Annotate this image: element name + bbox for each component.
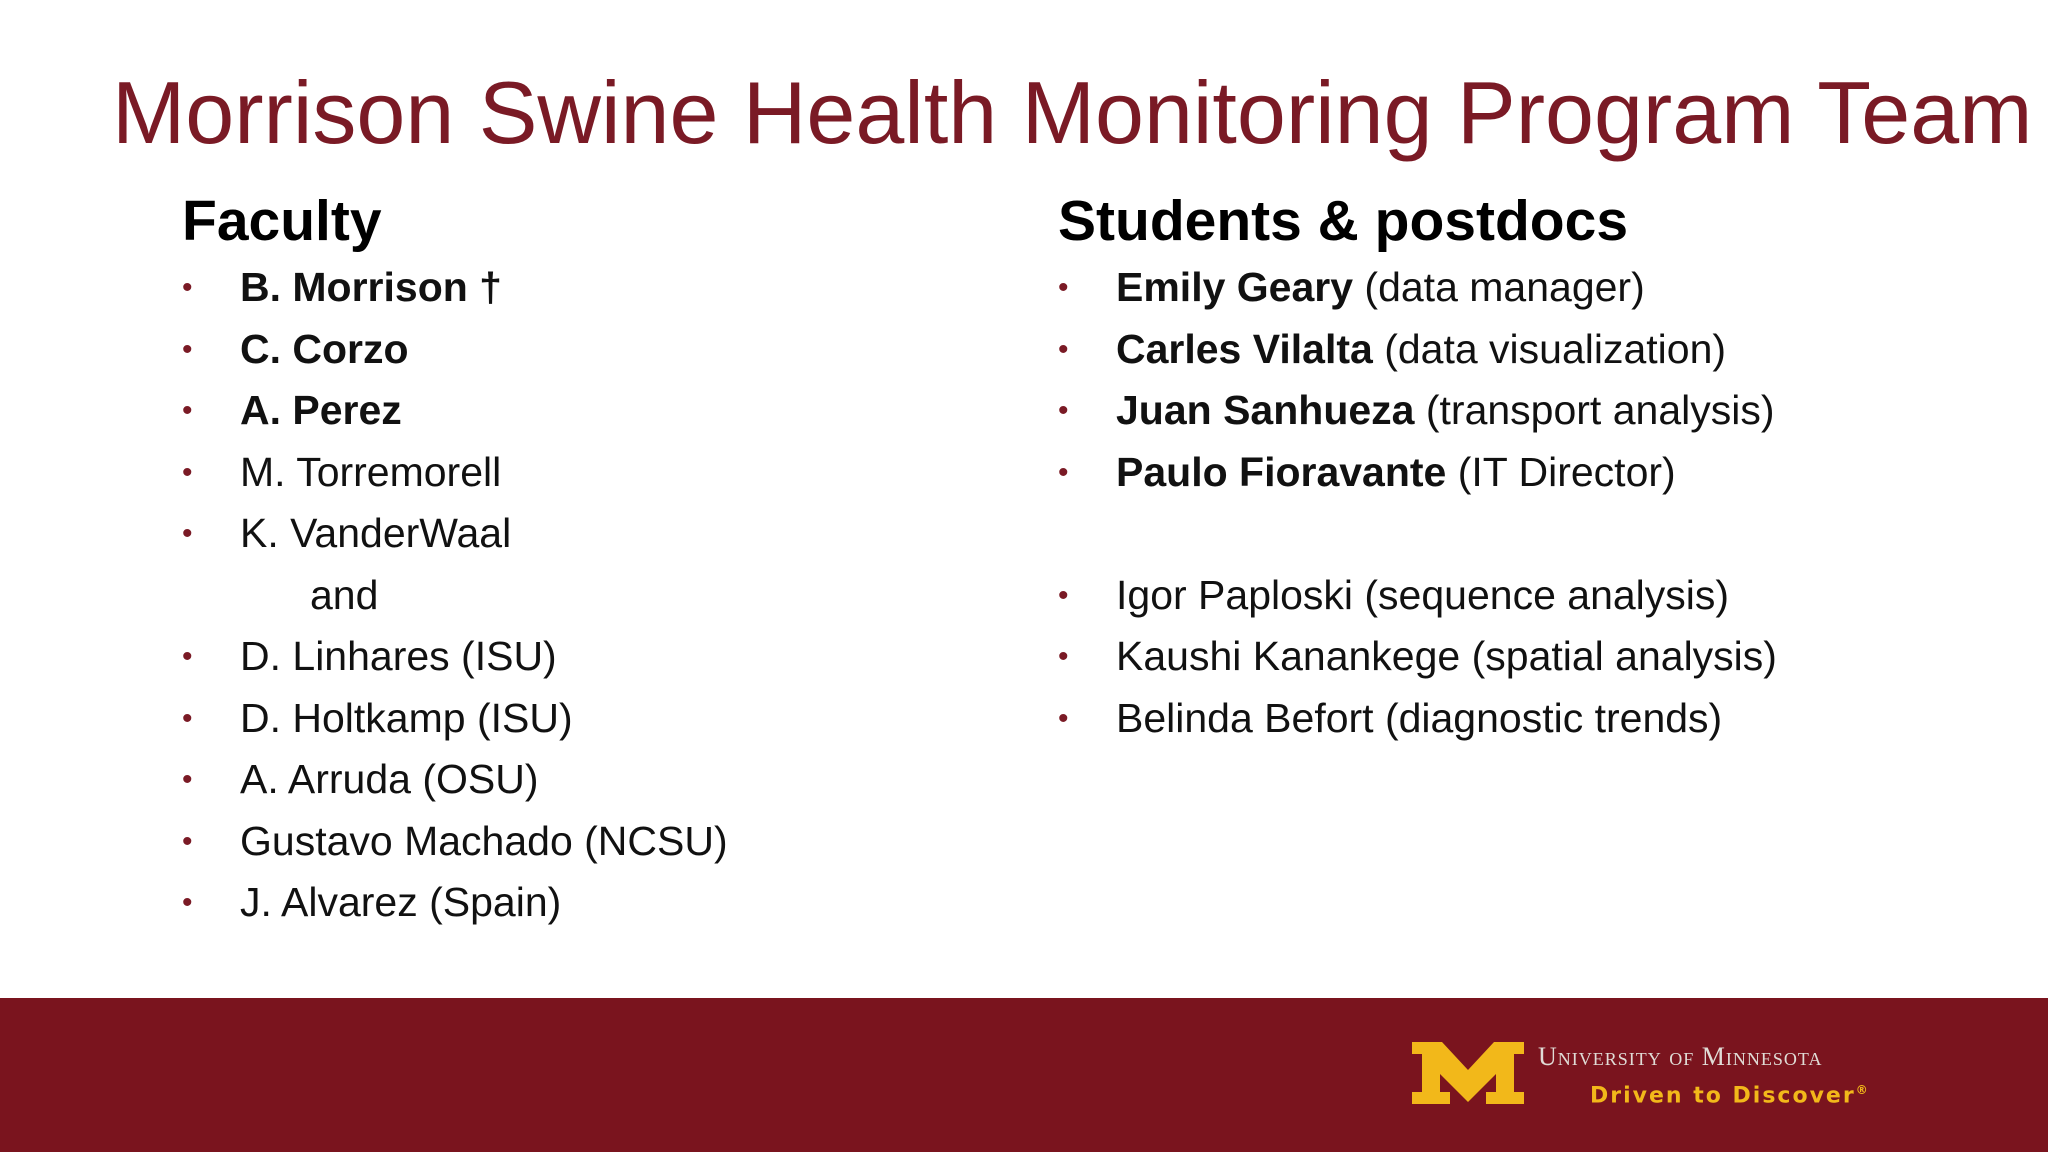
faculty-heading: Faculty [182,189,382,253]
student-item: • Juan Sanhueza (transport analysis) [1058,380,2008,442]
bullet-icon: • [1058,332,1069,366]
bullet-icon: • [182,886,193,919]
faculty-item: • J. Alvarez (Spain) [182,872,1002,934]
faculty-item: • C. Corzo [182,319,1002,381]
students-heading: Students & postdocs [1058,189,1629,253]
faculty-item: • B. Morrison † [182,257,1002,319]
university-name: University of Minnesota [1538,1042,1823,1071]
student-item: • Igor Paploski (sequence analysis) [1058,565,2008,627]
list-spacer [1058,503,2008,565]
university-m-logo-icon [1408,1040,1528,1106]
bullet-icon: • [182,394,193,427]
bullet-icon: • [1058,394,1069,427]
bullet-icon: • [1058,578,1069,612]
brand-tagline: Driven to Discover® [1590,1083,1870,1109]
student-item: • Belinda Befort (diagnostic trends) [1058,688,2008,750]
faculty-column [182,185,1002,934]
student-item: • Emily Geary (data manager) [1058,257,2008,319]
faculty-item: • K. VanderWaal [182,503,1002,565]
registered-mark: ® [1855,1083,1870,1097]
faculty-item: • D. Linhares (ISU) [182,626,1002,688]
university-brand [1538,1040,1998,1112]
bullet-icon: • [1058,640,1069,673]
student-item: • Paulo Fioravante (IT Director) [1058,442,2008,504]
student-item: • Carles Vilalta (data visualization) [1058,319,2008,381]
students-column [1058,185,2008,749]
bullet-icon: • [182,824,193,858]
students-list [1058,257,2008,749]
bullet-icon: • [182,763,193,796]
bullet-icon: • [1058,701,1069,735]
faculty-item: • A. Perez [182,380,1002,442]
bullet-icon: • [182,332,193,366]
faculty-connector: and [310,571,379,618]
bullet-icon: • [182,517,193,550]
bullet-icon: • [1058,455,1069,489]
slide-title: Morrison Swine Health Monitoring Program Team [112,63,2033,162]
faculty-item: • D. Holtkamp (ISU) [182,688,1002,750]
bullet-icon: • [1058,271,1069,304]
faculty-item: • M. Torremorell [182,442,1002,504]
faculty-list [182,257,1002,934]
faculty-item: • Gustavo Machado (NCSU) [182,811,1002,873]
bullet-icon: • [182,271,193,304]
bullet-icon: • [182,701,193,735]
bullet-icon: • [182,640,193,673]
faculty-item: • A. Arruda (OSU) [182,749,1002,811]
student-item: • Kaushi Kanankege (spatial analysis) [1058,626,2008,688]
bullet-icon: • [182,455,193,489]
